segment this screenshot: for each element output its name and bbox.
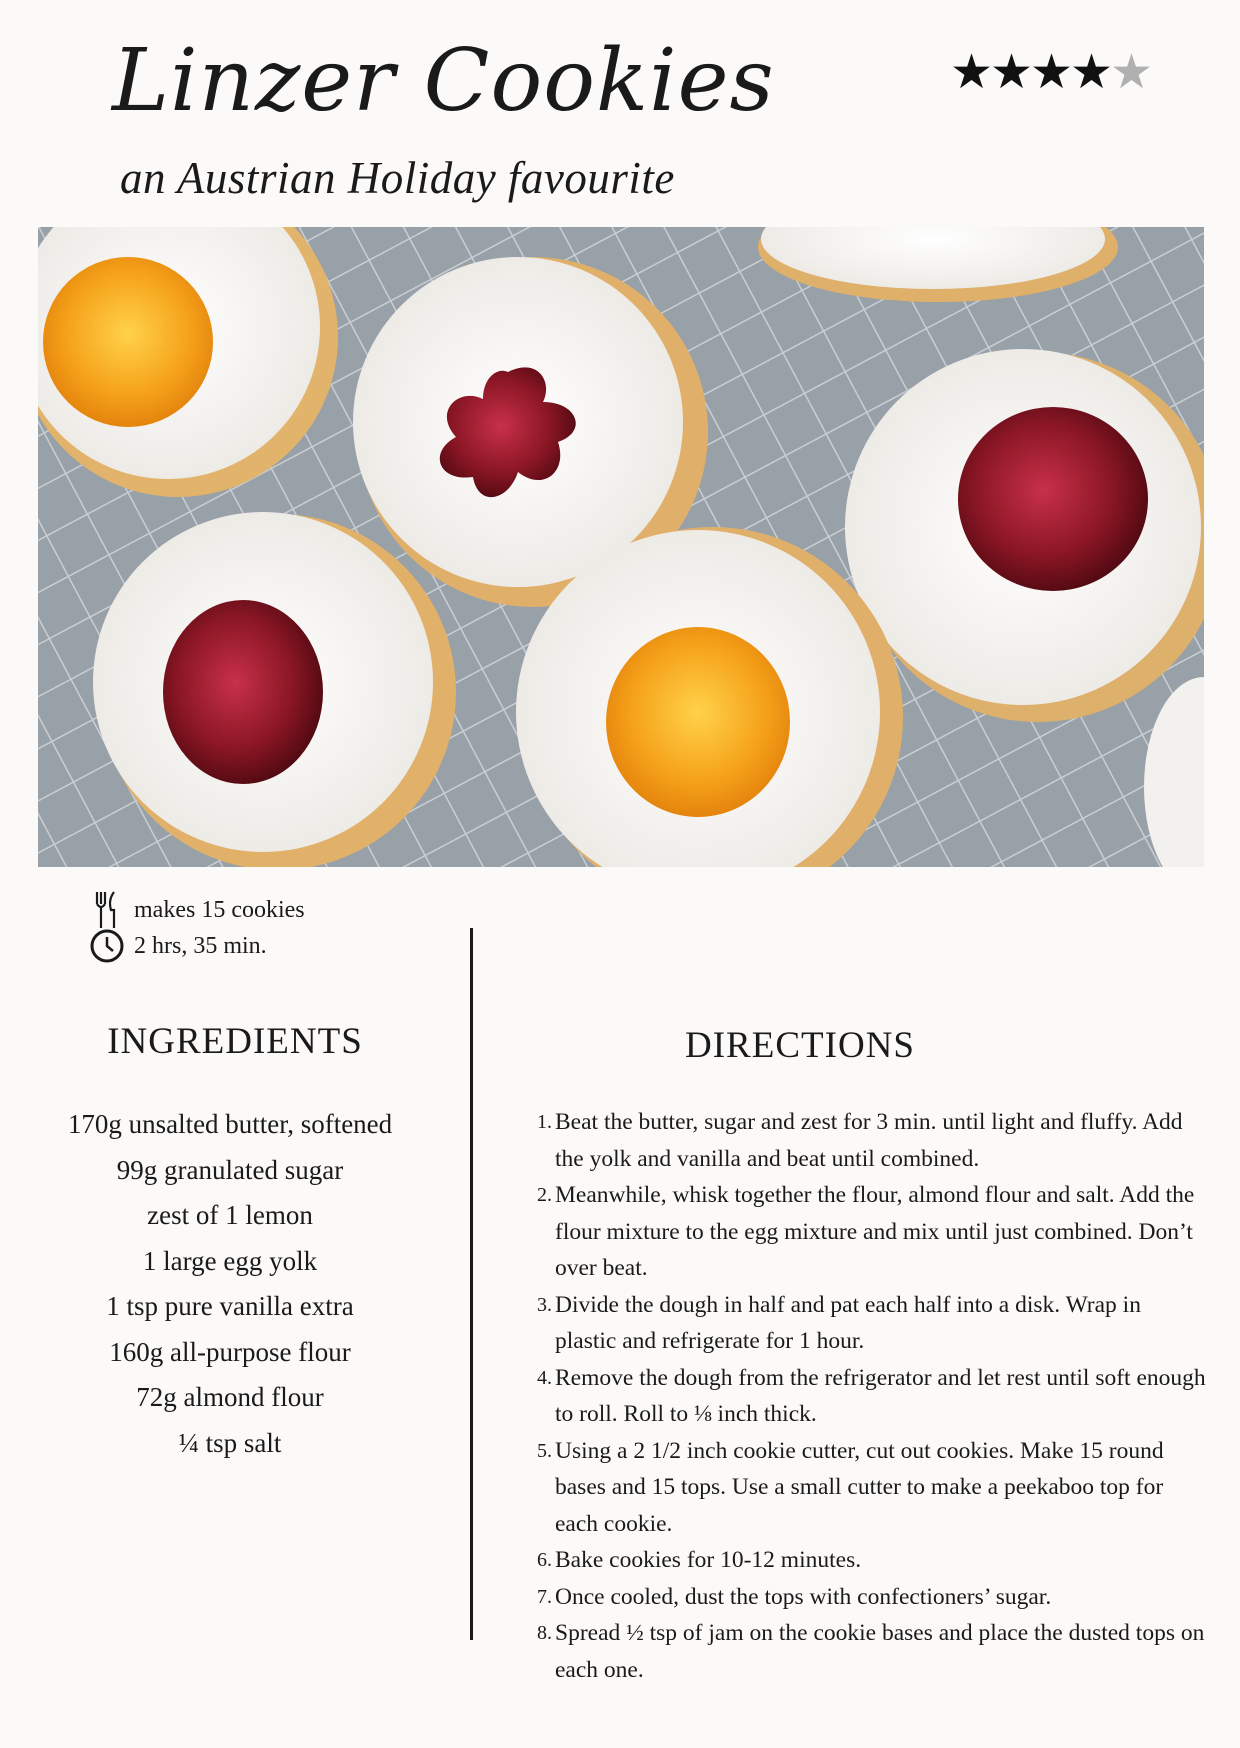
direction-step: [528, 1615, 1208, 1688]
direction-step: [528, 1177, 1208, 1287]
direction-step: [528, 1579, 1208, 1616]
step-number: 4.: [537, 1366, 552, 1389]
servings-text: makes 15 cookies: [134, 896, 305, 923]
time-row: [88, 928, 305, 964]
star-icon: ★: [1070, 44, 1114, 100]
ingredient-item: 72g almond flour: [136, 1382, 324, 1412]
direction-step: [528, 1360, 1208, 1433]
star-icon: ★: [1110, 44, 1154, 100]
step-text: Once cooled, dust the tops with confectioners’ sugar.: [555, 1583, 1052, 1610]
step-text: Meanwhile, whisk together the flour, almond flour and salt. Add the flour mixture to the egg mixture and mix until just combined. Don’t over beat.: [555, 1182, 1195, 1281]
ingredient-item: zest of 1 lemon: [147, 1200, 313, 1230]
step-number: 3.: [537, 1293, 552, 1316]
direction-step: [528, 1433, 1208, 1543]
step-number: 1.: [537, 1111, 552, 1133]
star-icon: ★: [950, 44, 994, 100]
ingredients-list: [30, 1102, 430, 1466]
step-number: 8.: [537, 1622, 552, 1644]
step-number: 5.: [537, 1439, 552, 1462]
step-text: Remove the dough from the refrigerator and let rest until soft enough to roll. Roll to ⅛ inch thick.: [555, 1364, 1206, 1427]
ingredient-item: 1 large egg yolk: [142, 1245, 318, 1276]
step-text: Spread ½ tsp of jam on the cookie bases and place the dusted tops on each one.: [555, 1620, 1205, 1683]
direction-step: [528, 1542, 1208, 1579]
step-text: Divide the dough in half and pat each half into a disk. Wrap in plastic and refrigerate for 1 hour.: [555, 1291, 1141, 1354]
directions-heading: DIRECTIONS: [685, 1025, 915, 1066]
directions-list: [528, 1104, 1208, 1688]
servings-row: [88, 892, 305, 928]
column-divider: [470, 928, 473, 1640]
ingredient-item: 1 tsp pure vanilla extra: [106, 1291, 354, 1321]
time-text: 2 hrs, 35 min.: [134, 932, 267, 959]
fork-knife-icon: [88, 892, 126, 928]
step-number: 7.: [537, 1585, 552, 1608]
star-icon: ★: [990, 44, 1034, 100]
ingredient-item: 99g granulated sugar: [116, 1154, 344, 1185]
ingredient-item: ¼ tsp salt: [178, 1427, 282, 1458]
linzer-cookies-photo: [38, 227, 1204, 867]
recipe-meta: [88, 892, 305, 964]
step-text: Using a 2 1/2 inch cookie cutter, cut out cookies. Make 15 round bases and 15 tops. Use a small cutter to make a peekaboo top for each cookie.: [555, 1437, 1164, 1537]
ingredient-item: 160g all-purpose flour: [109, 1336, 351, 1367]
step-number: 2.: [537, 1184, 552, 1206]
step-number: 6.: [537, 1549, 552, 1571]
step-text: Beat the butter, sugar and zest for 3 min. until light and fluffy. Add the yolk and vanilla and beat until combined.: [555, 1109, 1183, 1172]
star-rating: [950, 44, 1154, 100]
direction-step: [528, 1104, 1208, 1177]
recipe-subtitle: an Austrian Holiday favourite: [120, 153, 675, 203]
clock-icon: [88, 928, 126, 964]
ingredients-heading: INGREDIENTS: [107, 1021, 363, 1062]
step-text: Bake cookies for 10-12 minutes.: [555, 1547, 862, 1573]
star-icon: ★: [1030, 44, 1074, 100]
recipe-title: Linzer Cookies: [112, 31, 775, 131]
ingredient-item: 170g unsalted butter, softened: [67, 1109, 393, 1139]
direction-step: [528, 1287, 1208, 1360]
